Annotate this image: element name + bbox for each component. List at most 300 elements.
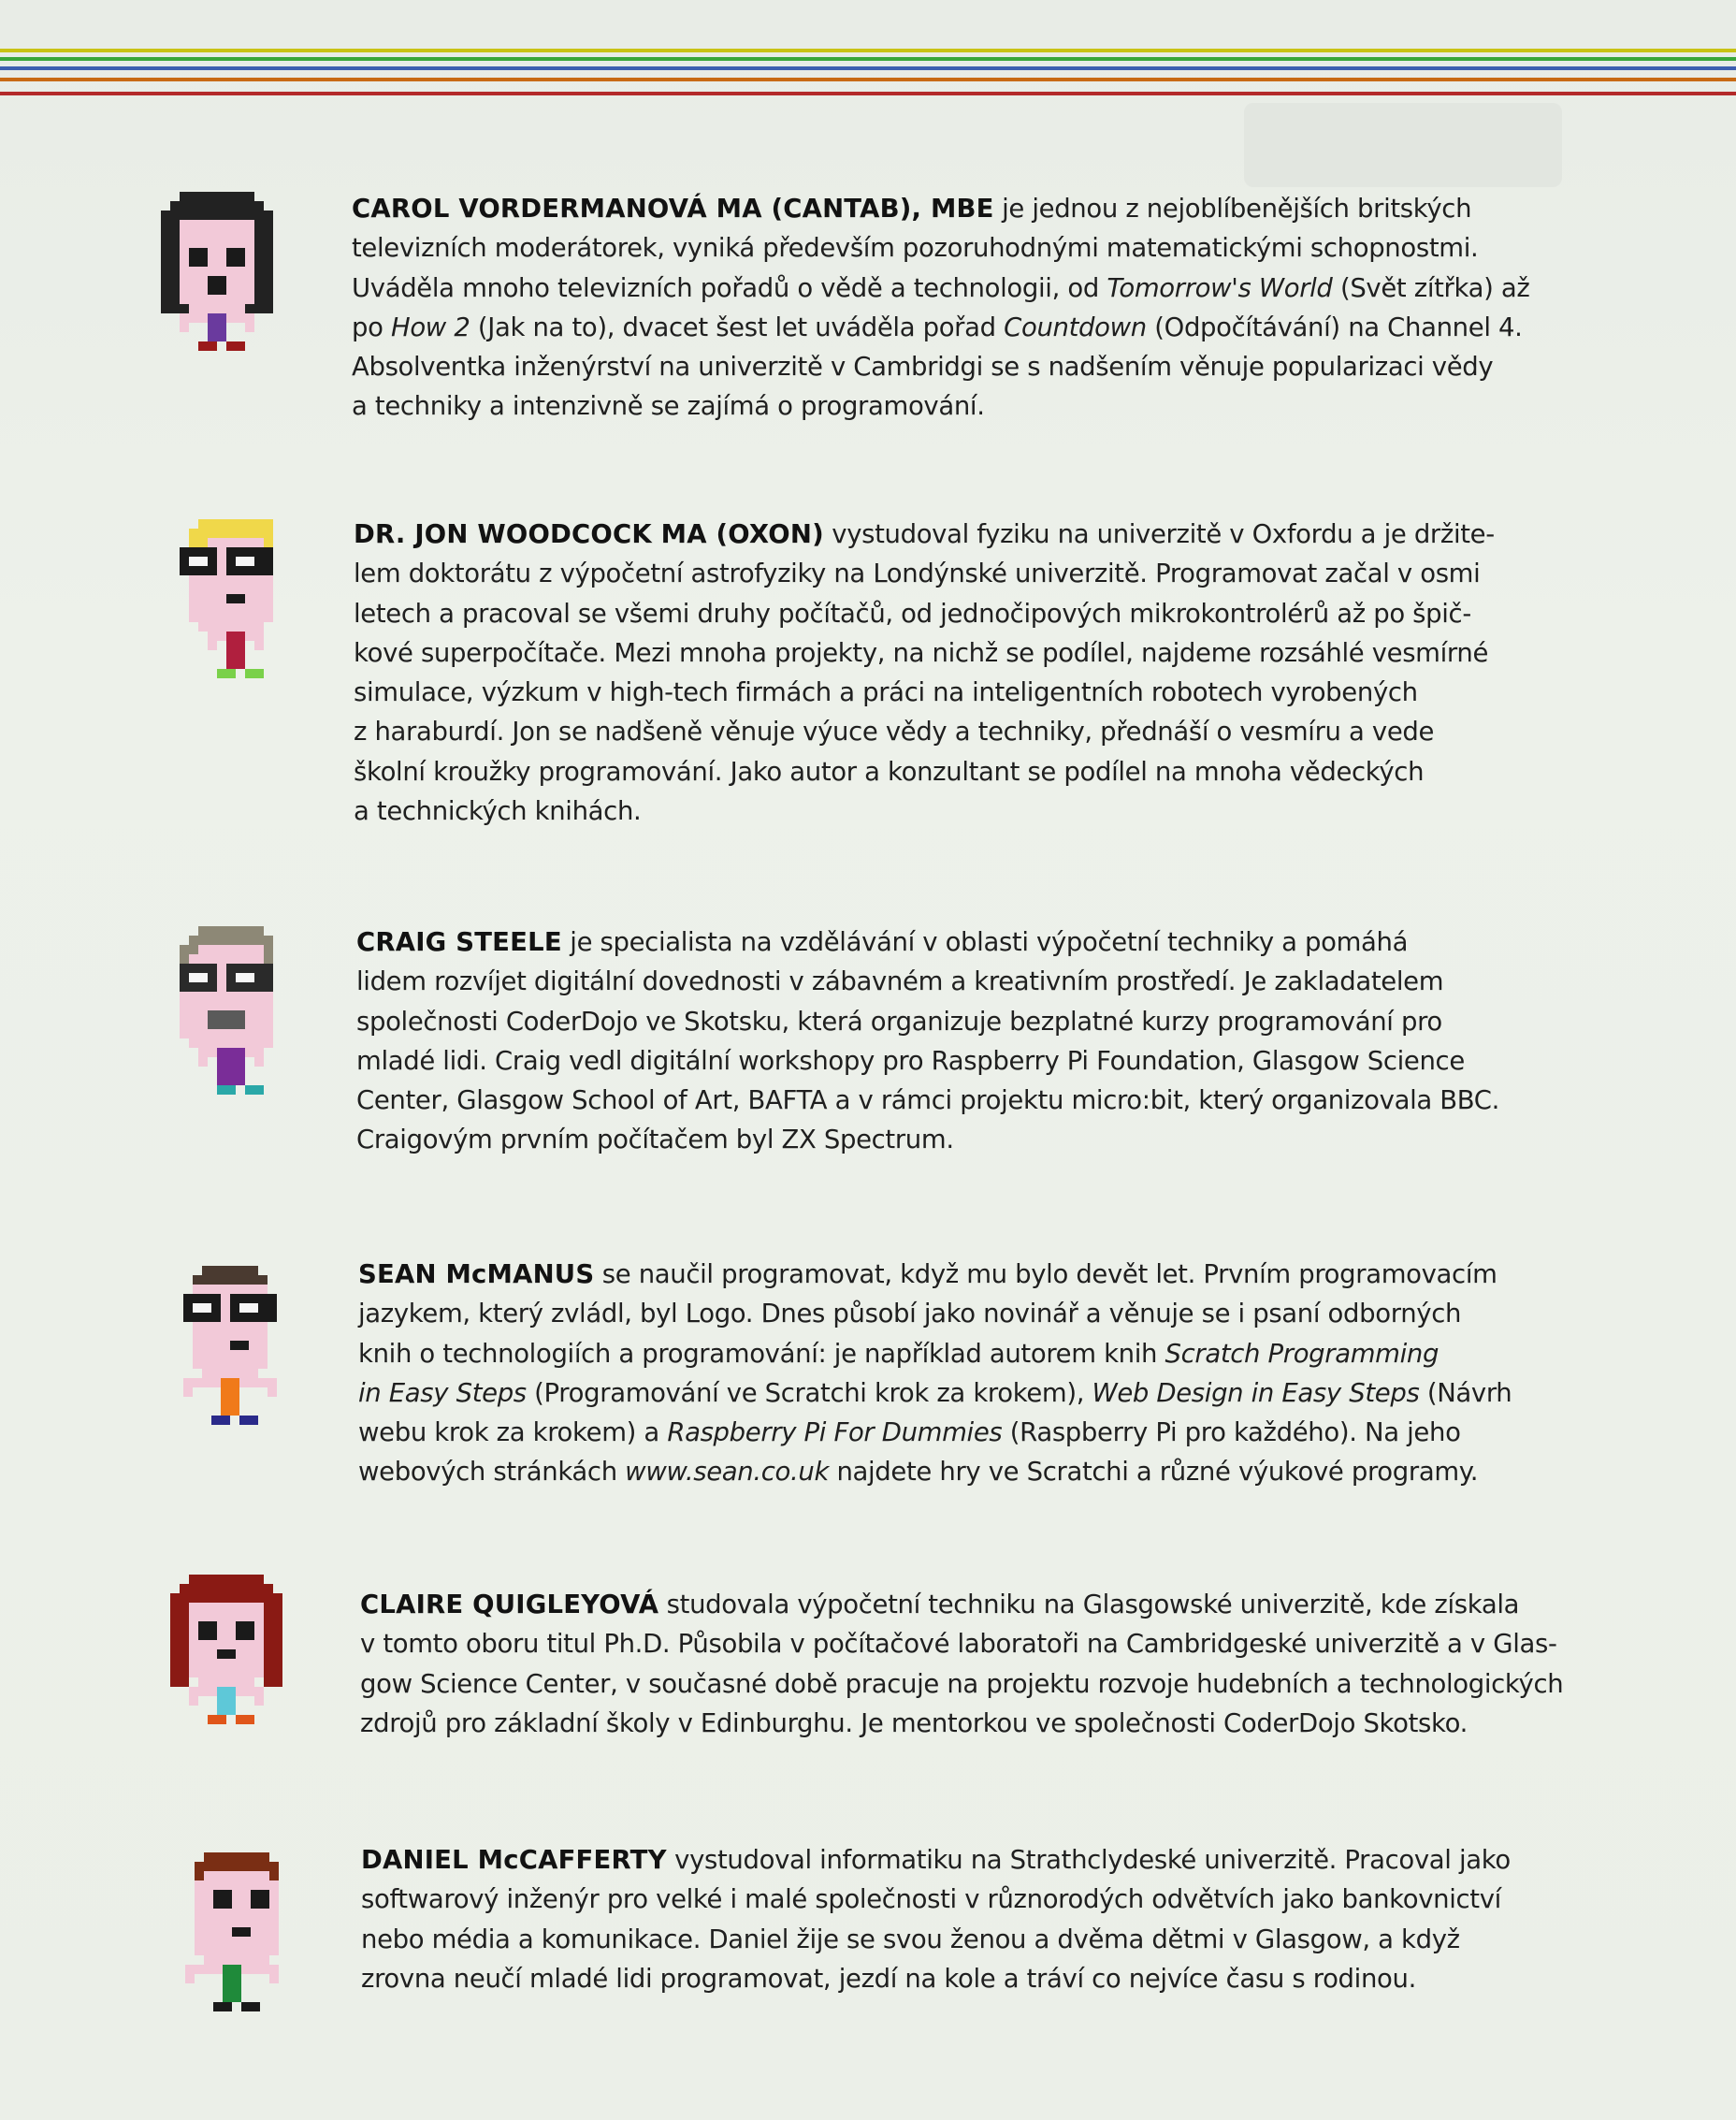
pixel [254, 1593, 264, 1603]
pixel [170, 1631, 180, 1640]
pixel [251, 1927, 260, 1937]
pixel [211, 1378, 221, 1387]
pixel [217, 267, 226, 276]
pixel [226, 304, 236, 313]
pixel [217, 575, 226, 585]
pixel [264, 1593, 273, 1603]
pixel [245, 1001, 254, 1010]
pixel [226, 1085, 236, 1095]
pixel [217, 1677, 226, 1687]
pixel [254, 1038, 264, 1048]
pixel [217, 313, 226, 323]
pixel [208, 964, 217, 973]
pixel [254, 1631, 264, 1640]
pixel [230, 1331, 239, 1341]
pixel [236, 248, 245, 257]
pixel [245, 1715, 254, 1724]
pixel [208, 313, 217, 323]
pixel [254, 1020, 264, 1029]
pixel [223, 1871, 232, 1880]
pixel [213, 1890, 223, 1899]
pixel [213, 1880, 223, 1890]
pixel [236, 295, 245, 304]
pixel [223, 1927, 232, 1937]
bio-segment: (Jak na to), dvacet šest let uváděla pořad [470, 312, 1005, 342]
pixel [245, 547, 254, 557]
pixel [217, 954, 226, 964]
bio-segment: jazykem, který zvládl, byl Logo. Dnes působí jako novinář a věnuje se i psaní odborných [358, 1299, 1462, 1329]
pixel [236, 557, 245, 566]
pixel [202, 1285, 211, 1294]
pixel [226, 1631, 236, 1640]
pixel [236, 1593, 245, 1603]
pixel [180, 192, 189, 201]
pixel [226, 566, 236, 575]
pixel [269, 1880, 279, 1890]
pixel [258, 1378, 268, 1387]
pixel [180, 276, 189, 285]
pixel [180, 201, 189, 211]
pixel [208, 945, 217, 954]
pixel [189, 192, 198, 201]
pixel [254, 1029, 264, 1038]
pixel [236, 660, 245, 669]
pixel [221, 1313, 230, 1322]
pixel [189, 1659, 198, 1668]
pixel [245, 257, 254, 267]
pixel [260, 1955, 269, 1965]
pixel [170, 1603, 180, 1612]
pixel [236, 1677, 245, 1687]
pixel [245, 1584, 254, 1593]
pixel [213, 1946, 223, 1955]
pixel [264, 982, 273, 992]
pixel [198, 201, 208, 211]
pixel [180, 992, 189, 1001]
pixel [251, 1918, 260, 1927]
pixel [170, 201, 180, 211]
pixel [254, 566, 264, 575]
pixel [195, 1880, 204, 1890]
bio-segment: televizních moderátorek, vyniká především pozoruhodnými matematickými schopnostmi. [352, 233, 1479, 264]
person-name: DANIEL McCAFFERTY [361, 1845, 667, 1875]
pixel [264, 1668, 273, 1677]
pixel [217, 239, 226, 248]
pixel [198, 575, 208, 585]
pixel [226, 1677, 236, 1687]
pixel [268, 1294, 277, 1303]
pixel [260, 1899, 269, 1909]
pixel [239, 1313, 249, 1322]
pixel [198, 1621, 208, 1631]
pixel [217, 603, 226, 613]
pixel [170, 304, 180, 313]
pixel [254, 201, 264, 211]
pixel [180, 1603, 189, 1612]
pixel [213, 1927, 223, 1937]
pixel-art [180, 926, 273, 1095]
pixel [223, 1852, 232, 1862]
pixel [251, 1852, 260, 1862]
pixel [180, 285, 189, 295]
pixel [245, 201, 254, 211]
pixel [258, 1322, 268, 1331]
pixel [232, 1890, 241, 1899]
pixel [189, 313, 198, 323]
bio-segment: studovala výpočetní techniku na Glasgowské univerzitě, kde získala [666, 1590, 1520, 1619]
pixel [264, 239, 273, 248]
pixel [254, 575, 264, 585]
pixel [208, 529, 217, 538]
pixel [189, 1621, 198, 1631]
pixel [208, 248, 217, 257]
pixel [189, 1612, 198, 1621]
pixel [232, 1899, 241, 1909]
pixel [264, 220, 273, 229]
pixel [254, 594, 264, 603]
pixel [226, 1593, 236, 1603]
bio-segment: se naučil programovat, když mu bylo devět let. Prvním programovacím [601, 1259, 1497, 1289]
pixel [226, 936, 236, 945]
pixel [249, 1266, 258, 1275]
pixel [230, 1266, 239, 1275]
bio-segment: lem doktorátu z výpočetní astrofyziky na Londýnské univerzitě. Programovat začal v osmi [354, 559, 1481, 589]
pixel [254, 1687, 264, 1696]
pixel [254, 982, 264, 992]
italic-title: Scratch Programming [1165, 1338, 1439, 1369]
pixel [245, 295, 254, 304]
pixel [254, 211, 264, 220]
pixel [185, 1965, 195, 1974]
pixel [226, 1612, 236, 1621]
pixel [254, 538, 264, 547]
pixel [236, 650, 245, 660]
pixel [211, 1285, 221, 1294]
pixel [226, 1020, 236, 1029]
pixel [236, 973, 245, 982]
pixel [189, 1696, 198, 1706]
pixel [217, 192, 226, 201]
pixel [204, 1871, 213, 1880]
pixel [245, 585, 254, 594]
pixel [236, 641, 245, 650]
bio-segment: a techniky a intenzivně se zajímá o programování. [352, 391, 985, 422]
pixel [226, 211, 236, 220]
pixel [236, 603, 245, 613]
pixel [230, 1406, 239, 1416]
pixel [264, 229, 273, 239]
pixel [239, 1359, 249, 1369]
pixel [161, 267, 170, 276]
pixel [236, 632, 245, 641]
pixel [226, 575, 236, 585]
italic-title: Countdown [1004, 312, 1147, 342]
pixel [198, 276, 208, 285]
pixel-art [180, 519, 273, 678]
pixel [170, 1612, 180, 1621]
pixel [208, 575, 217, 585]
pixel [226, 669, 236, 678]
pixel [264, 1631, 273, 1640]
pixel [226, 1687, 236, 1696]
bio-segment: webu krok za krokem) a [358, 1417, 668, 1448]
pixel [264, 613, 273, 622]
pixel [226, 1057, 236, 1067]
pixel [198, 1593, 208, 1603]
pixel [223, 1899, 232, 1909]
pixel [193, 1341, 202, 1350]
bio-segment: školní kroužky programování. Jako autor a konzultant se podílel na mnoha vědeckých [354, 756, 1425, 787]
pixel [189, 1020, 198, 1029]
pixel [254, 239, 264, 248]
pixel [170, 229, 180, 239]
pixel [273, 1612, 282, 1621]
pixel [195, 1909, 204, 1918]
pixel [245, 992, 254, 1001]
pixel [221, 1369, 230, 1378]
pixel [226, 1584, 236, 1593]
pixel [217, 622, 226, 632]
pixel [249, 1359, 258, 1369]
person-name: DR. JON WOODCOCK MA (OXON) [354, 519, 824, 549]
pixel [245, 323, 254, 332]
pixel [223, 1946, 232, 1955]
pixel [221, 1397, 230, 1406]
pixel [217, 248, 226, 257]
pixel [198, 267, 208, 276]
pixel [236, 622, 245, 632]
pixel [245, 982, 254, 992]
pixel [189, 267, 198, 276]
pixel [217, 1067, 226, 1076]
pixel [208, 1640, 217, 1649]
pixel [180, 220, 189, 229]
pixel [213, 1899, 223, 1909]
pixel [230, 1275, 239, 1285]
pixel [232, 1927, 241, 1937]
bio-segment: lidem rozvíjet digitální dovednosti v zábavném a kreativním prostředí. Je zakladatelem [356, 966, 1444, 997]
pixel [236, 341, 245, 351]
bio-text [352, 189, 1529, 427]
pixel [198, 926, 208, 936]
pixel [189, 1575, 198, 1584]
pixel [245, 1593, 254, 1603]
pixel [273, 1640, 282, 1649]
pixel [189, 1001, 198, 1010]
person-name: CAROL VORDERMANOVÁ MA (CANTAB), MBE [352, 194, 994, 224]
pixel [223, 1955, 232, 1965]
pixel [254, 220, 264, 229]
pixel [217, 211, 226, 220]
pixel [198, 585, 208, 594]
pixel [223, 1909, 232, 1918]
pixel [189, 575, 198, 585]
pixel [254, 1640, 264, 1649]
pixel [170, 257, 180, 267]
pixel [236, 1649, 245, 1659]
pixel [273, 1677, 282, 1687]
pixel [221, 1341, 230, 1350]
pixel [202, 1322, 211, 1331]
pixel [226, 192, 236, 201]
pixel [245, 1668, 254, 1677]
pixel [195, 1862, 204, 1871]
pixel [236, 519, 245, 529]
pixel [226, 538, 236, 547]
pixel [245, 594, 254, 603]
pixel [217, 632, 226, 641]
pixel [204, 1862, 213, 1871]
pixel [236, 566, 245, 575]
pixel [254, 1603, 264, 1612]
pixel [264, 276, 273, 285]
bio-segment: mladé lidi. Craig vedl digitální workshopy pro Raspberry Pi Foundation, Glasgow Science [356, 1045, 1465, 1076]
pixel [254, 1621, 264, 1631]
pixel [254, 257, 264, 267]
pixel [170, 1593, 180, 1603]
pixel [211, 1303, 221, 1313]
pixel [195, 1890, 204, 1899]
pixel [249, 1313, 258, 1322]
pixel [264, 954, 273, 964]
pixel [198, 1649, 208, 1659]
pixel [254, 992, 264, 1001]
pixel [180, 954, 189, 964]
pixel [198, 313, 208, 323]
pixel [226, 1603, 236, 1612]
pixel [198, 1612, 208, 1621]
pixel [258, 1285, 268, 1294]
pixel [208, 538, 217, 547]
pixel [236, 257, 245, 267]
pixel [245, 211, 254, 220]
pixel [236, 192, 245, 201]
pixel [208, 1649, 217, 1659]
pixel [241, 1937, 251, 1946]
pixel [236, 1603, 245, 1612]
pixel [226, 295, 236, 304]
pixel [202, 1331, 211, 1341]
pixel [264, 1640, 273, 1649]
person-name: CLAIRE QUIGLEYOVÁ [360, 1590, 659, 1619]
pixel [217, 547, 226, 557]
bio-segment: po [352, 312, 391, 342]
pixel [236, 1048, 245, 1057]
pixel [241, 1871, 251, 1880]
pixel [241, 1852, 251, 1862]
pixel [264, 1603, 273, 1612]
pixel [189, 1593, 198, 1603]
pixel [211, 1341, 221, 1350]
pixel [236, 613, 245, 622]
pixel [245, 239, 254, 248]
pixel [208, 1029, 217, 1038]
pixel [180, 229, 189, 239]
pixel [236, 1076, 245, 1085]
pixel [226, 1575, 236, 1584]
pixel [217, 964, 226, 973]
pixel [230, 1285, 239, 1294]
pixel [198, 1603, 208, 1612]
pixel [239, 1416, 249, 1425]
pixel [208, 341, 217, 351]
pixel [208, 332, 217, 341]
pixel-art [170, 1575, 282, 1724]
pixel [217, 594, 226, 603]
pixel [258, 1313, 268, 1322]
pixel [226, 622, 236, 632]
pixel [236, 1057, 245, 1067]
pixel [254, 936, 264, 945]
pixel [198, 1048, 208, 1057]
pixel [208, 1715, 217, 1724]
pixel [217, 1584, 226, 1593]
pixel [241, 1909, 251, 1918]
pixel [232, 1852, 241, 1862]
pixel [198, 257, 208, 267]
pixel [217, 229, 226, 239]
pixel [226, 1640, 236, 1649]
pixel [217, 1057, 226, 1067]
jon-avatar-icon [180, 519, 273, 678]
pixel [245, 267, 254, 276]
pixel [204, 1890, 213, 1899]
bio-segment: z haraburdí. Jon se nadšeně věnuje výuce vědy a techniky, přednáší o vesmíru a vede [354, 717, 1435, 748]
stripe-red [0, 92, 1736, 95]
pixel [180, 1621, 189, 1631]
pixel [221, 1387, 230, 1397]
pixel [226, 992, 236, 1001]
pixel [208, 267, 217, 276]
pixel [221, 1285, 230, 1294]
pixel [217, 285, 226, 295]
pixel [198, 936, 208, 945]
pixel [189, 1584, 198, 1593]
pixel [245, 538, 254, 547]
pixel [258, 1275, 268, 1285]
pixel [230, 1313, 239, 1322]
pixel [226, 982, 236, 992]
pixel [198, 964, 208, 973]
pixel [198, 519, 208, 529]
pixel [195, 1937, 204, 1946]
pixel [180, 945, 189, 954]
pixel [180, 566, 189, 575]
pixel [264, 585, 273, 594]
pixel [226, 1029, 236, 1038]
pixel [254, 267, 264, 276]
pixel [198, 192, 208, 201]
pixel [239, 1322, 249, 1331]
pixel [202, 1359, 211, 1369]
pixel [195, 1871, 204, 1880]
pixel [232, 1937, 241, 1946]
pixel [236, 538, 245, 547]
pixel [217, 220, 226, 229]
pixel [245, 964, 254, 973]
pixel [189, 992, 198, 1001]
pixel [180, 1593, 189, 1603]
pixel [180, 1677, 189, 1687]
pixel [221, 1350, 230, 1359]
bio-text [356, 922, 1499, 1160]
pixel [217, 323, 226, 332]
bio-segment: letech a pracoval se všemi druhy počítačů, od jednočipových mikrokontrolérů až po špič- [354, 598, 1471, 629]
pixel [170, 267, 180, 276]
pixel [189, 973, 198, 982]
pixel [245, 192, 254, 201]
pixel [221, 1416, 230, 1425]
